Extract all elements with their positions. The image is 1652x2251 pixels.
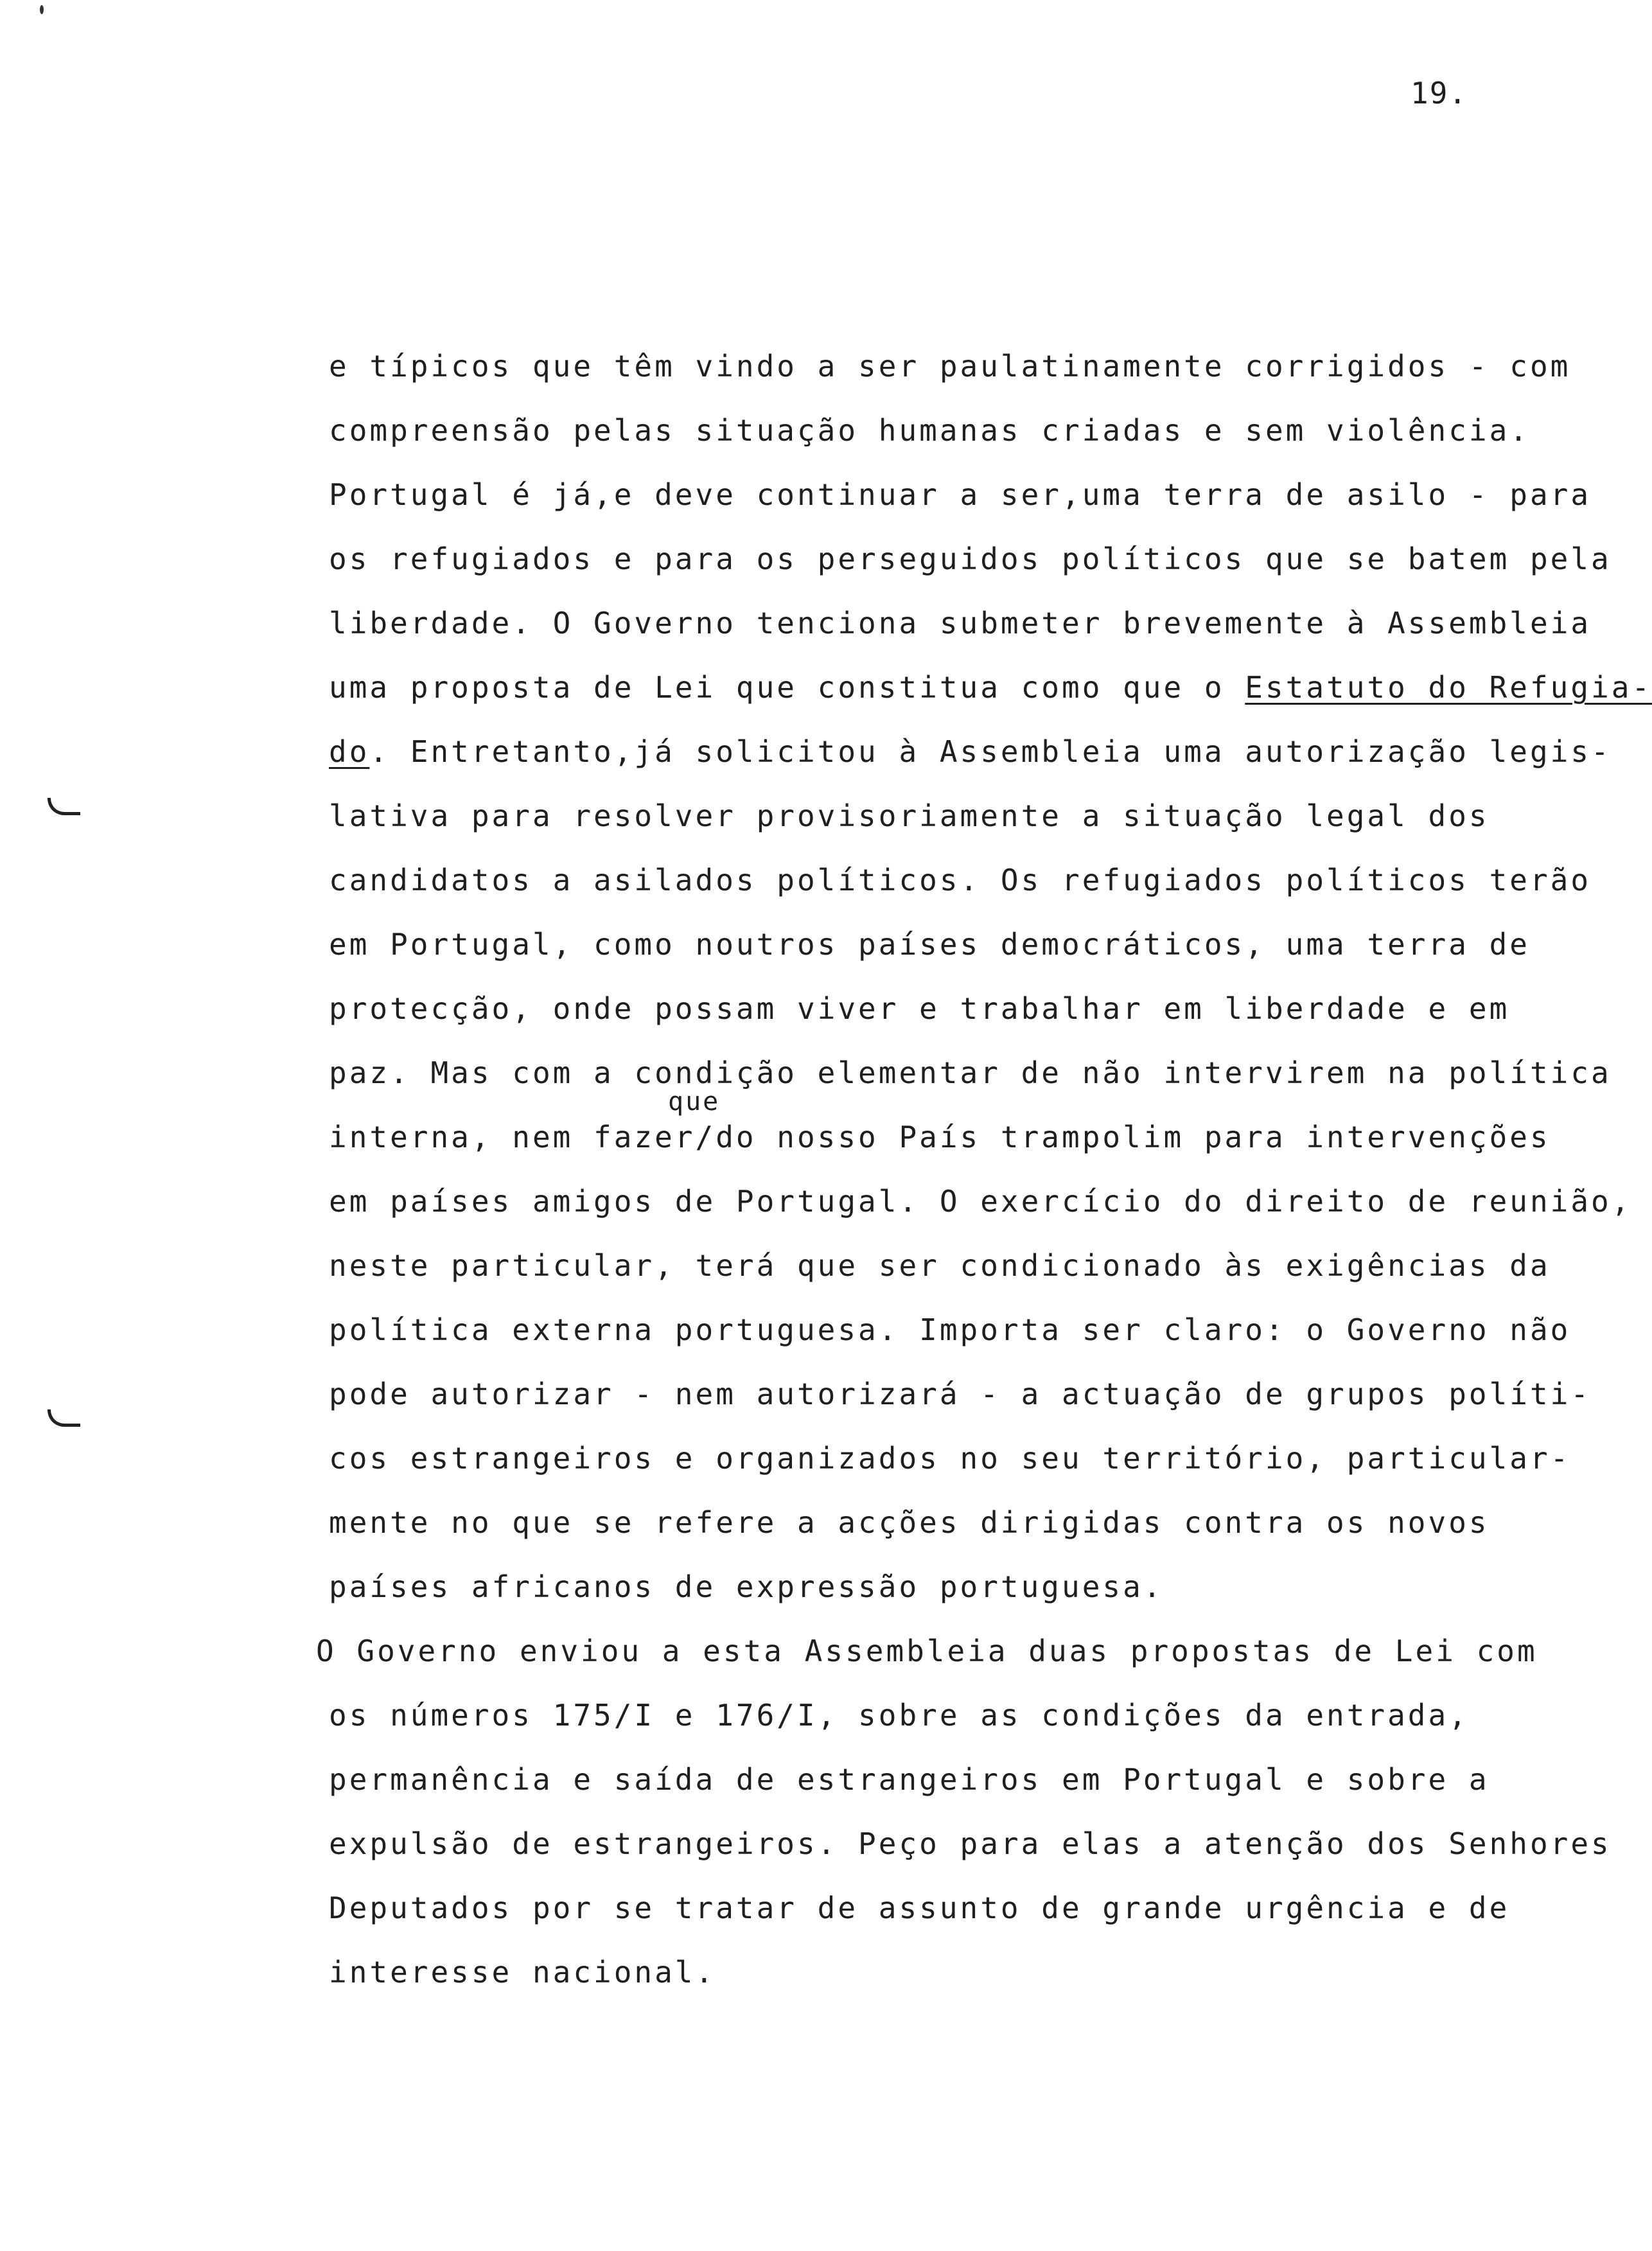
text-line-7-rest: . Entretanto,já solicitou à Assembleia uma autorização legis- <box>369 734 1612 769</box>
text-line-2: compreensão pelas situação humanas criadas e sem violência. <box>329 413 1530 448</box>
statute-title-part-2: do <box>329 734 370 769</box>
text-line-15: neste particular, terá que ser condicionado às exigências da <box>329 1248 1551 1283</box>
text-line-18: cos estrangeiros e organizados no seu território, particular- <box>329 1441 1571 1476</box>
text-line-21: O Governo enviou a esta Assembleia duas propostas de Lei com <box>316 1634 1538 1668</box>
text-line-11: protecção, onde possam viver e trabalhar em liberdade e em <box>329 991 1510 1026</box>
text-line-22: os números 175/I e 176/I, sobre as condições da entrada, <box>329 1698 1469 1733</box>
statute-title-part-1: Estatuto do Refugia- <box>1245 670 1652 705</box>
text-line-9: candidatos a asilados políticos. Os refugiados políticos terão <box>329 863 1592 897</box>
text-line-5: liberdade. O Governo tenciona submeter brevemente à Assembleia <box>329 606 1592 640</box>
margin-hole-mark-bottom <box>48 1409 80 1427</box>
text-line-20: países africanos de expressão portuguesa. <box>329 1569 1164 1604</box>
text-line-14: em países amigos de Portugal. O exercício do direito de reunião, <box>329 1184 1632 1219</box>
page-number: 19. <box>1410 76 1468 110</box>
margin-hole-mark-top <box>48 798 80 815</box>
scan-speck <box>40 5 44 14</box>
text-line-17: pode autorizar - nem autorizará - a actuação de grupos políti- <box>329 1377 1592 1411</box>
handwritten-insertion: que <box>668 1087 721 1117</box>
text-line-23: permanência e saída de estrangeiros em Portugal e sobre a <box>329 1762 1489 1797</box>
text-line-26: interesse nacional. <box>329 1955 716 1990</box>
text-line-25: Deputados por se tratar de assunto de grande urgência e de <box>329 1891 1510 1925</box>
text-line-3: Portugal é já,e deve continuar a ser,uma terra de asilo - para <box>329 477 1592 512</box>
text-line-16: política externa portuguesa. Importa ser claro: o Governo não <box>329 1312 1571 1347</box>
text-line-19: mente no que se refere a acções dirigidas contra os novos <box>329 1505 1489 1540</box>
text-line-12: paz. Mas com a condição elementar de não intervirem na política <box>329 1055 1612 1090</box>
text-line-10: em Portugal, como noutros países democráticos, uma terra de <box>329 927 1530 962</box>
text-line-4: os refugiados e para os perseguidos políticos que se batem pela <box>329 542 1612 576</box>
text-line-8: lativa para resolver provisoriamente a situação legal dos <box>329 799 1489 833</box>
text-line-24: expulsão de estrangeiros. Peço para elas a atenção dos Senhores <box>329 1826 1612 1861</box>
text-line-6-start: uma proposta de Lei que constitua como que o <box>329 670 1225 705</box>
text-line-1: e típicos que têm vindo a ser paulatinamente corrigidos - com <box>329 349 1571 384</box>
text-line-13: interna, nem fazer/do nosso País trampolim para intervenções <box>329 1120 1551 1154</box>
text-line-6 <box>329 668 1652 707</box>
text-line-7 <box>329 732 1612 771</box>
